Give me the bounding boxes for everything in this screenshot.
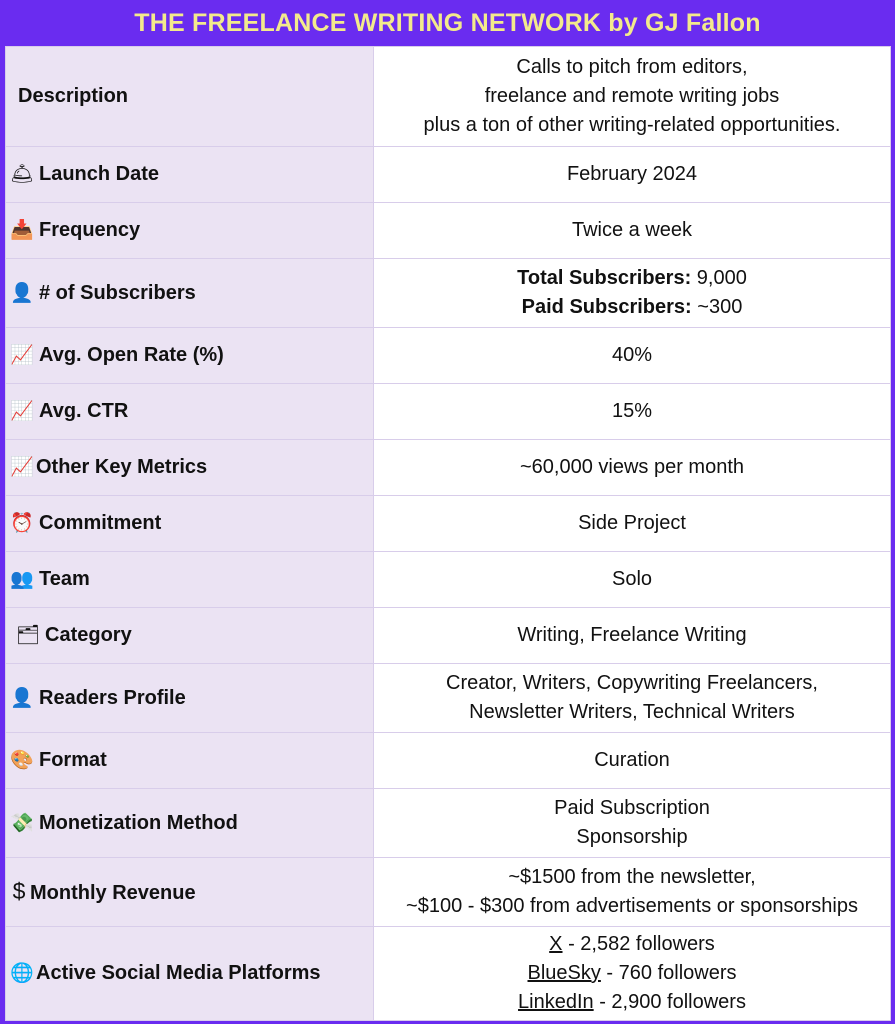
row-value: ~60,000 views per month bbox=[374, 440, 891, 496]
dollar-icon: $ bbox=[12, 877, 26, 904]
total-subscribers: Total Subscribers: 9,000 bbox=[517, 267, 747, 289]
monetization-line: Sponsorship bbox=[576, 826, 688, 848]
chart-up-icon: 📈 bbox=[10, 457, 34, 478]
row-value: Curation bbox=[374, 733, 891, 789]
row-label: 💸 Monetization Method bbox=[6, 789, 374, 858]
table-row-category bbox=[6, 608, 891, 664]
table-row-other-metrics bbox=[6, 440, 891, 496]
row-label: 🗂 Category bbox=[6, 608, 374, 664]
alarm-clock-icon: ⏰ bbox=[10, 513, 34, 534]
page-title: THE FREELANCE WRITING NETWORK by GJ Fallon bbox=[134, 8, 761, 37]
description-line: plus a ton of other writing-related opportunities. bbox=[423, 114, 841, 136]
table-row-social bbox=[6, 927, 891, 1021]
table-row-ctr bbox=[6, 384, 891, 440]
row-label: 📈 Avg. Open Rate (%) bbox=[6, 328, 374, 384]
newsletter-info-table bbox=[5, 46, 891, 1021]
paid-subscribers: Paid Subscribers: ~300 bbox=[521, 296, 743, 318]
linkedin-link[interactable]: LinkedIn bbox=[518, 991, 594, 1013]
person-icon: 👤 bbox=[10, 282, 34, 304]
monetization-line: Paid Subscription bbox=[554, 797, 710, 819]
table-row-open-rate bbox=[6, 328, 891, 384]
person-icon: 👤 bbox=[10, 687, 34, 709]
money-icon: 💸 bbox=[10, 812, 34, 834]
table-row-format bbox=[6, 733, 891, 789]
chart-up-icon: 📈 bbox=[10, 345, 34, 366]
table-row-frequency bbox=[6, 203, 891, 259]
row-value: February 2024 bbox=[374, 147, 891, 203]
row-label: $ Monthly Revenue bbox=[6, 858, 374, 927]
row-label: 👤 Readers Profile bbox=[6, 664, 374, 733]
description-line: freelance and remote writing jobs bbox=[484, 85, 780, 107]
row-value: Twice a week bbox=[374, 203, 891, 259]
row-label: Description bbox=[6, 47, 374, 147]
table-row-description bbox=[6, 47, 891, 147]
x-link[interactable]: X bbox=[549, 933, 563, 955]
people-icon: 👥 bbox=[10, 569, 34, 590]
description-line: Calls to pitch from editors, bbox=[516, 56, 748, 78]
row-label: 📥 Frequency bbox=[6, 203, 374, 259]
globe-icon: 🌐 bbox=[10, 963, 34, 984]
row-label: 🛎 Launch Date bbox=[6, 147, 374, 203]
folder-icon: 🗂 bbox=[16, 625, 41, 646]
readers-line: Creator, Writers, Copywriting Freelancers, bbox=[446, 672, 818, 694]
revenue-line: ~$100 - $300 from advertisements or sponsorships bbox=[406, 895, 858, 917]
table-row-readers-profile bbox=[6, 664, 891, 733]
row-label: 🌐 Active Social Media Platforms bbox=[6, 927, 374, 1021]
palette-icon: 🎨 bbox=[10, 750, 34, 771]
row-label: ⏰ Commitment bbox=[6, 496, 374, 552]
row-value bbox=[374, 927, 891, 1021]
inbox-tray-icon: 📥 bbox=[10, 220, 34, 241]
table-row-team bbox=[6, 552, 891, 608]
table-row-commitment bbox=[6, 496, 891, 552]
row-value bbox=[374, 858, 891, 927]
row-value: Side Project bbox=[374, 496, 891, 552]
row-value: 40% bbox=[374, 328, 891, 384]
row-value: 15% bbox=[374, 384, 891, 440]
row-value bbox=[374, 664, 891, 733]
bluesky-link[interactable]: BlueSky bbox=[527, 962, 601, 984]
row-value: Solo bbox=[374, 552, 891, 608]
row-value bbox=[374, 47, 891, 147]
chart-up-icon: 📈 bbox=[10, 401, 34, 422]
social-platform-linkedin: LinkedIn - 2,900 followers bbox=[518, 991, 746, 1013]
revenue-line: ~$1500 from the newsletter, bbox=[508, 866, 756, 888]
row-value: Writing, Freelance Writing bbox=[374, 608, 891, 664]
table-row-subscribers bbox=[6, 259, 891, 328]
social-platform-bluesky: BlueSky - 760 followers bbox=[527, 962, 737, 984]
row-label: 📈 Other Key Metrics bbox=[6, 440, 374, 496]
row-label: 👥 Team bbox=[6, 552, 374, 608]
row-label: 👤 # of Subscribers bbox=[6, 259, 374, 328]
social-platform-x: X - 2,582 followers bbox=[549, 933, 715, 955]
table-row-launch-date bbox=[6, 147, 891, 203]
table-row-revenue bbox=[6, 858, 891, 927]
table-row-monetization bbox=[6, 789, 891, 858]
bell-icon: 🛎 bbox=[10, 164, 35, 185]
row-label: 🎨 Format bbox=[6, 733, 374, 789]
readers-line: Newsletter Writers, Technical Writers bbox=[469, 701, 795, 723]
row-label: 📈 Avg. CTR bbox=[6, 384, 374, 440]
row-value bbox=[374, 789, 891, 858]
row-value bbox=[374, 259, 891, 328]
